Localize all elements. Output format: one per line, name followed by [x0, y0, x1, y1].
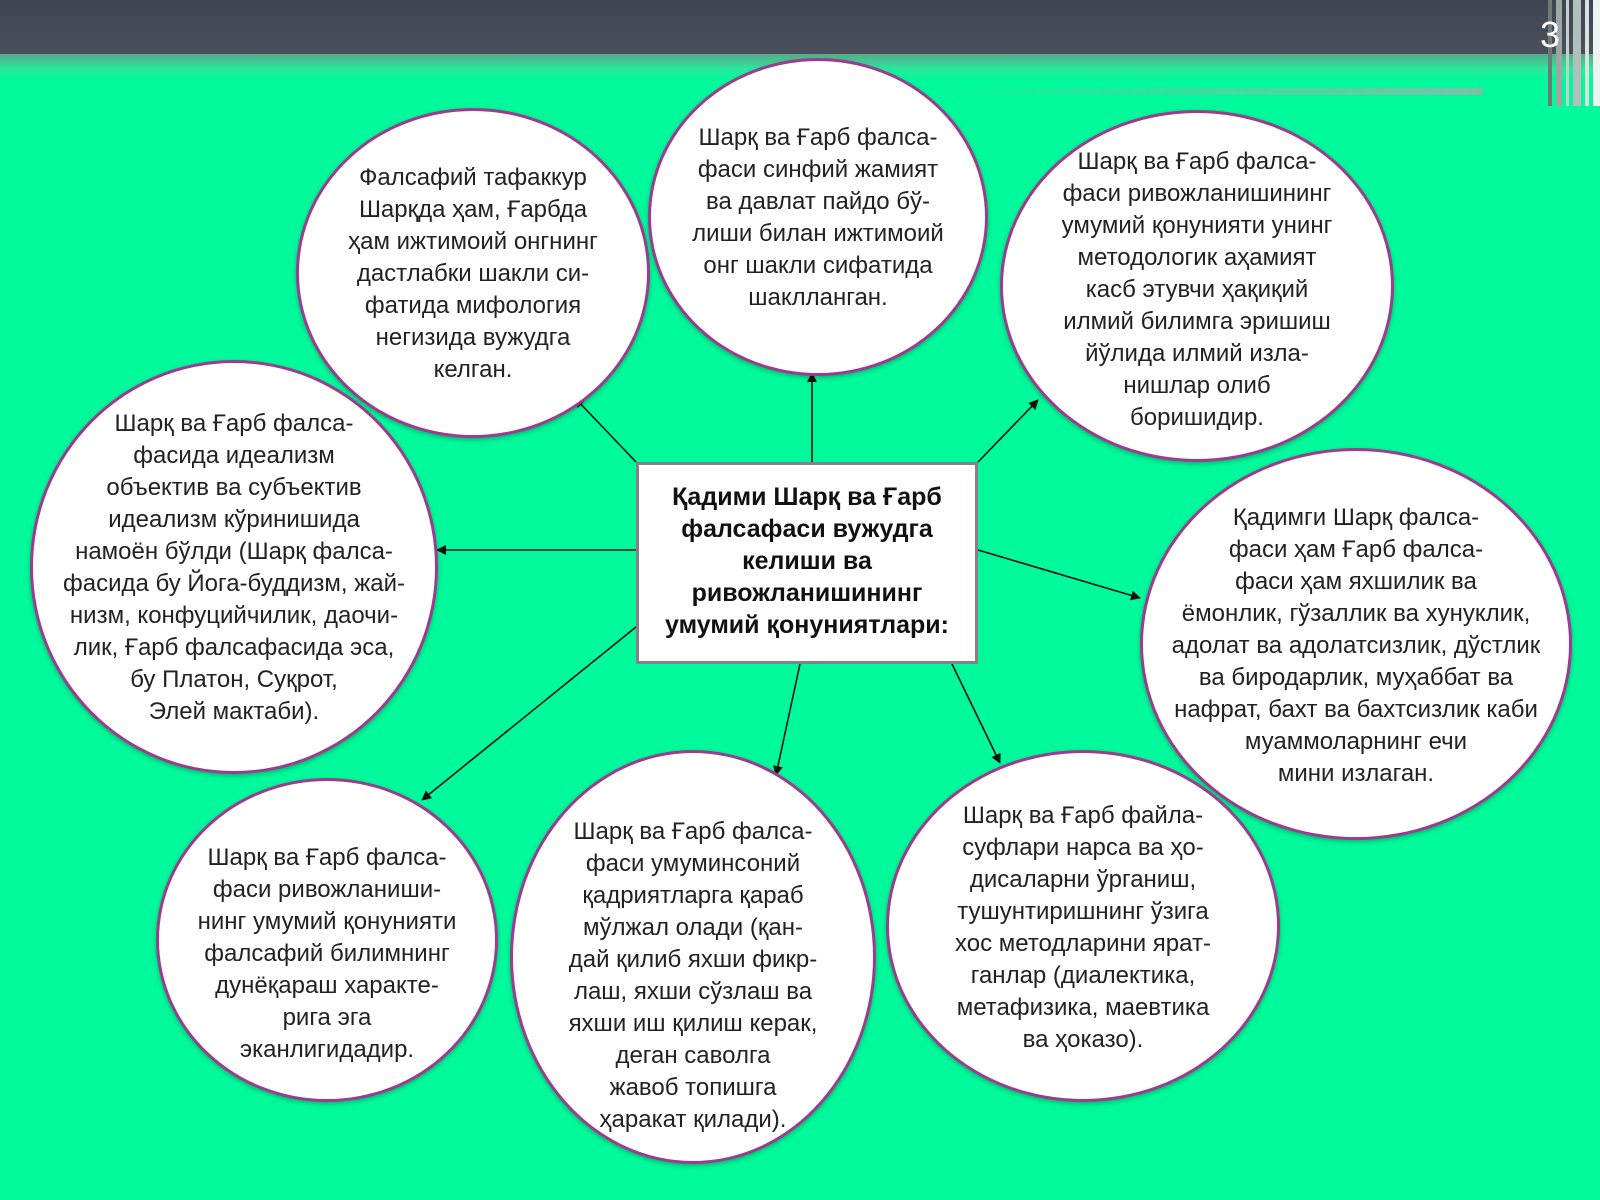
node-text-methods: Шарқ ва Ғарб файла- суфлари нарса ва ҳо- дисаларни ўрганиш, тушунтиришнинг ўзига хос методларини ярат- ганлар (диалектика, метафизика, маевтика ва ҳоказо).	[955, 802, 1211, 1053]
arrow-to-worldview	[422, 627, 636, 800]
central-topic-text: Қадими Шарқ ва Ғарб фалсафаси вужудга келиши ва ривожланишининг умумий қонуниятлари:	[665, 483, 949, 639]
node-text-good-evil: Қадимги Шарқ фалса- фаси ҳам Ғарб фалса- фаси ҳам яхшилик ва ёмонлик, гўзаллик ва хунуклик, адолат ва адолатсизлик, дўстлик ва биродарлик, муҳаббат ва нафрат, бахт ва бахтсизлик каби муаммоларнинг ечи мини излаган.	[1171, 504, 1541, 787]
page-number: 3	[1539, 14, 1561, 55]
arrow-to-methods	[952, 664, 1000, 763]
node-text-worldview: Шарқ ва Ғарб фалса- фаси ривожланиши- нинг умумий қонунияти фалсафий билимнинг дунёқараш характе- рига эга эканлигидадир.	[197, 844, 457, 1063]
node-text-human-values: Шарқ ва Ғарб фалса- фаси умуминсоний қадриятларга қараб мўлжал олади (қан- дай қилиб яхши фикр- лаш, яхши сўзлаш ва яхши иш қилиш керак, деган саволга жавоб топишга ҳаракат қилади).	[568, 818, 818, 1133]
node-text-class-society: Шарқ ва Ғарб фалса- фаси синфий жамият ва давлат пайдо бў- лиши билан ижтимоий онг шакли сифатида шаклланган.	[692, 124, 944, 311]
arrow-to-mythology	[575, 398, 636, 462]
node-text-mythology: Фалсафий тафаккур Шарқда ҳам, Ғарбда ҳам ижтимоий онгнинг дастлабки шакли си- фатида мифология негизида вужудга келган.	[348, 164, 598, 383]
node-text-idealism: Шарқ ва Ғарб фалса- фасида идеализм объектив ва субъектив идеализм кўринишида намоён бўлди (Шарқ фалса- фасида бу Йога-буддизм, жай- низм, конфуцийчилик, даочи- лик, Ғарб фалсафасида эса, бу Платон, Суқрот, Элей мактаби).	[62, 410, 406, 725]
node-text-methodology: Шарқ ва Ғарб фалса- фаси ривожланишининг умумий қонунияти унинг методологик аҳамият касб этувчи ҳақиқий илмий билимга эришиш йўлида илмий изла- нишлар олиб боришидир.	[1061, 148, 1333, 431]
arrow-to-human-values	[776, 664, 800, 775]
arrow-to-good-evil	[978, 550, 1140, 598]
